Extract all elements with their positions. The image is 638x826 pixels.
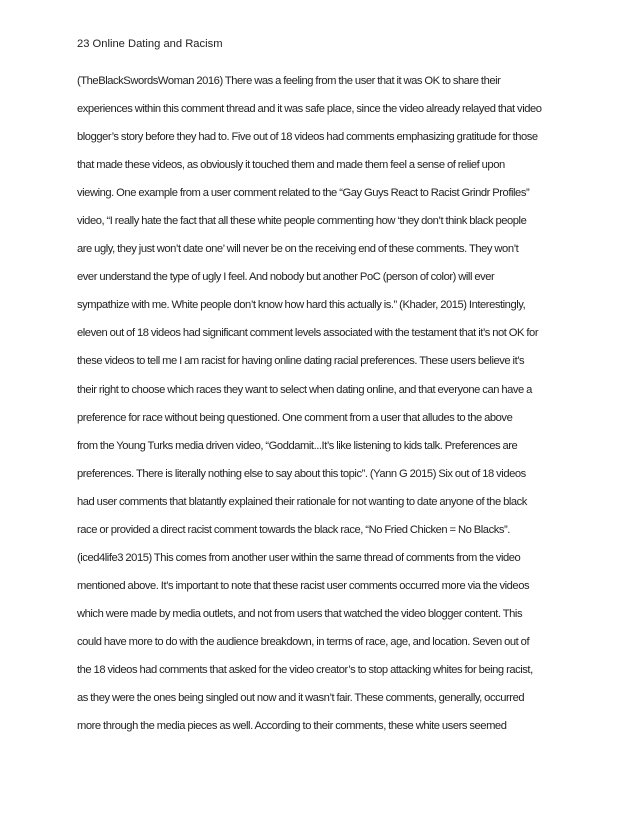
body-line: had user comments that blatantly explained their rationale for not wanting to date anyone of the black — [77, 495, 527, 508]
body-line: eleven out of 18 videos had significant comment levels associated with the testament that it’s not OK for — [77, 327, 539, 340]
body-line: (iced4life3 2015) This comes from another user within the same thread of comments from the video — [77, 551, 521, 564]
body-line: that made these videos, as obviously it touched them and made them feel a sense of relief upon — [77, 159, 505, 172]
body-line: viewing. One example from a user comment related to the “Gay Guys React to Racist Grindr Profiles” — [77, 187, 530, 200]
body-line: video, “I really hate the fact that all these white people commenting how ‘they don’t think black people — [77, 215, 527, 228]
body-line: these videos to tell me I am racist for having online dating racial preferences. These users believe it’s — [77, 355, 525, 368]
body-text — [77, 73, 567, 746]
body-line: could have more to do with the audience breakdown, in terms of race, age, and location. Seven out of — [77, 635, 530, 648]
body-line: preference for race without being questioned. One comment from a user that alludes to the above — [77, 411, 513, 424]
body-line: blogger’s story before they had to. Five out of 18 videos had comments emphasizing gratitude for those — [77, 131, 538, 144]
body-line: mentioned above. It’s important to note that these racist user comments occurred more via the videos — [77, 579, 530, 592]
body-line: more through the media pieces as well. According to their comments, these white users seemed — [77, 720, 507, 733]
body-line: ever understand the type of ugly I feel. And nobody but another PoC (person of color) will ever — [77, 271, 495, 284]
body-line: (TheBlackSwordsWoman 2016) There was a feeling from the user that it was OK to share their — [77, 75, 501, 87]
page-header: 23 Online Dating and Racism — [77, 38, 223, 50]
body-line: the 18 videos had comments that asked for the video creator’s to stop attacking whites for being racist, — [77, 663, 533, 676]
body-line: sympathize with me. White people don’t know how hard this actually is.” (Khader, 2015) Interestingly, — [77, 299, 526, 312]
body-line: are ugly, they just won’t date one’ will never be on the receiving end of these comments. They won’t — [77, 243, 519, 256]
body-line: race or provided a direct racist comment towards the black race, “No Fried Chicken = No Blacks”. — [77, 523, 510, 536]
body-line: preferences. There is literally nothing else to say about this topic”. (Yann G 2015) Six out of 18 videos — [77, 467, 526, 480]
body-line: which were made by media outlets, and not from users that watched the video blogger content. This — [77, 607, 523, 620]
body-line: their right to choose which races they want to select when dating online, and that everyone can have a — [77, 383, 532, 396]
body-line: experiences within this comment thread and it was safe place, since the video already relayed that video — [77, 103, 542, 116]
body-line: as they were the ones being singled out now and it wasn’t fair. These comments, generally, occurred — [77, 692, 525, 705]
body-line: from the Young Turks media driven video, “Goddamit...It’s like listening to kids talk. Preferences are — [77, 439, 518, 452]
